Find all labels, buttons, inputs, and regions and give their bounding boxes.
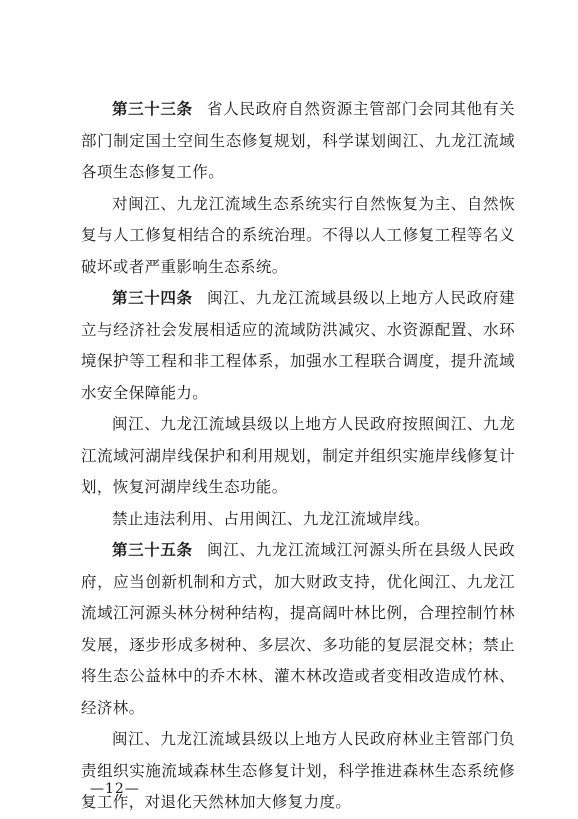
article-34-text-1: 闽江、九龙江流域县级以上地方人民政府建立与经济社会发展相适应的流域防洪减灾、水资源配置、水环境保护等工程和非工程体系，加强水工程联合调度，提升流域水安全保障能力。 (81, 289, 515, 402)
article-35-number: 第三十五条 (112, 541, 193, 559)
article-35-paragraph-2: 闽江、九龙江流域县级以上地方人民政府林业主管部门负责组织实施流域森林生态修复计划，科学推进森林生态系统修复工作，对退化天然林加大修复力度。 (81, 730, 515, 811)
article-34-paragraph-3: 禁止违法利用、占用闽江、九龙江流域岸线。 (112, 509, 431, 528)
page-number: —12— (90, 781, 140, 797)
article-33-paragraph-2: 对闽江、九龙江流域生态系统实行自然恢复为主、自然恢复与人工修复相结合的系统治理。不得以人工修复工程等名义破坏或者严重影响生态系统。 (81, 194, 515, 276)
article-34-paragraph-1 (81, 283, 515, 409)
article-34-paragraph-2: 闽江、九龙江流域县级以上地方人民政府按照闽江、九龙江流域河湖岸线保护和利用规划，制定并组织实施岸线修复计划，恢复河湖岸线生态功能。 (81, 415, 515, 496)
article-33-number: 第三十三条 (112, 100, 193, 118)
article-35-text-1: 闽江、九龙江流域江河源头所在县级人民政府，应当创新机制和方式，加大财政支持，优化闽江、九龙江流域江河源头林分树种结构，提高阔叶林比例，合理控制竹林发展，逐步形成多树种、多层次、多功能的复层混交林；禁止将生态公益林中的乔木林、灌木林改造或者变相改造成竹林、经济林。 (81, 541, 515, 717)
article-33-text-1: 省人民政府自然资源主管部门会同其他有关部门制定国土空间生态修复规划，科学谋划闽江、九龙江流域各项生态修复工作。 (81, 100, 515, 181)
article-35-paragraph-1 (81, 535, 515, 724)
article-33-paragraph-1 (81, 94, 515, 189)
article-34-number: 第三十四条 (112, 289, 193, 307)
document-body (81, 94, 515, 819)
